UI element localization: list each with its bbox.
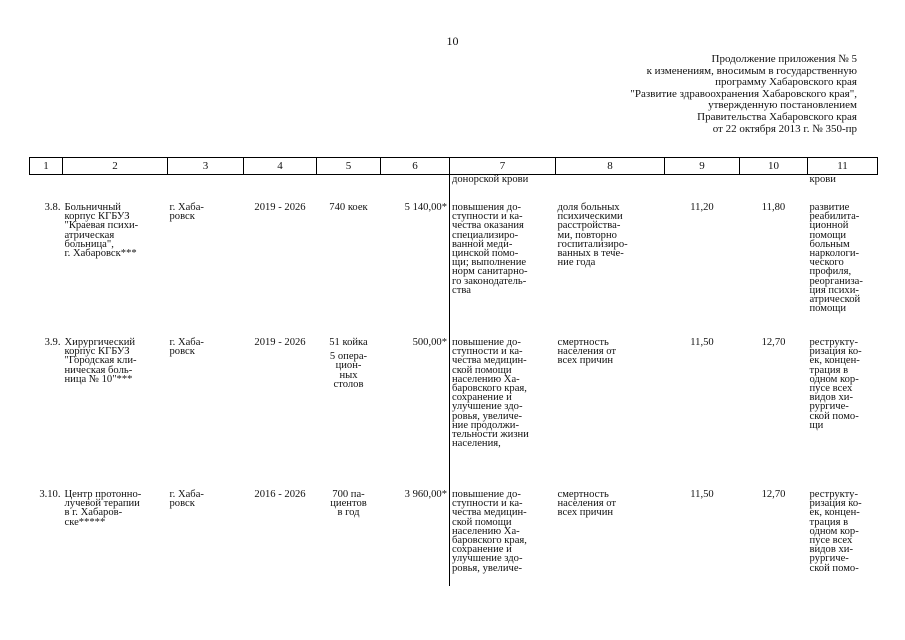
result-line: пусе всех	[809, 383, 853, 395]
location-line: ровск	[169, 211, 195, 223]
result-line: помощи	[809, 229, 847, 241]
column-number-row	[30, 158, 878, 175]
appendix-header	[497, 54, 857, 135]
result-line: атрической	[809, 294, 861, 306]
column-number-3: 3	[168, 158, 244, 175]
capacity-extra	[319, 352, 379, 389]
result-line: больным	[809, 238, 850, 250]
period: 2019 - 2026	[254, 202, 306, 213]
location-line: ровск	[169, 498, 195, 510]
result-line: реорганиза-	[809, 275, 863, 287]
capacity-line: 700 па-	[332, 489, 365, 500]
column-number-2: 2	[63, 158, 168, 175]
location	[168, 338, 244, 490]
goal	[450, 338, 556, 490]
expected-result	[808, 203, 878, 338]
column-number-9: 9	[665, 158, 740, 175]
object-name-line: атрическая	[64, 229, 115, 241]
period: 2019 - 2026	[254, 337, 306, 348]
object-name	[63, 338, 168, 490]
capacity-extra-line: цион-	[335, 360, 362, 372]
indicator-value-start: 11,50	[690, 489, 714, 500]
indicator-value-end: 12,70	[761, 337, 786, 348]
expected-result	[808, 490, 878, 586]
header-line: от 22 октября 2013 г. № 350-пр	[712, 122, 857, 135]
goal-line: щи; выполнение	[452, 257, 527, 269]
goal-line: ступности и ка-	[452, 346, 523, 358]
result-line: одном кор-	[809, 525, 859, 537]
result-line: видов хи-	[809, 544, 854, 556]
capacity-extra-line: ных	[339, 369, 358, 381]
object-name	[63, 490, 168, 586]
indicator-line: населения от	[557, 346, 617, 358]
capacity	[317, 490, 381, 586]
object-name-line: Больничный	[64, 202, 121, 213]
indicator-line: ми, повторно	[557, 229, 617, 241]
indicator-value-end: 12,70	[761, 489, 786, 500]
goal-line: специализиро-	[452, 229, 519, 241]
result-line: реструкту-	[809, 337, 858, 348]
result-line: ризация ко-	[809, 498, 862, 510]
indicator-value-start: 11,20	[690, 202, 714, 213]
object-name-line: ническая боль-	[64, 364, 133, 376]
capacity-line: 51 койка	[329, 337, 368, 348]
header-line: к изменениям, вносимым в государственную	[646, 64, 857, 77]
result-line: рургиче-	[809, 553, 849, 565]
goal-line: ровья, увеличе-	[452, 410, 523, 422]
result-line: ской помо-	[809, 410, 859, 422]
indicator	[556, 338, 665, 490]
expected-result	[808, 338, 878, 490]
object-name-line: ске*****	[64, 516, 106, 528]
indicator-line: всех причин	[557, 507, 614, 519]
result-line: ция психи-	[809, 284, 859, 296]
capacity-extra-line: 5 опера-	[329, 351, 368, 363]
object-name-line: корпус КГБУЗ	[64, 211, 130, 223]
goal-line: тельности жизни	[452, 429, 529, 441]
column-number-1: 1	[30, 158, 63, 175]
goal-line: ние продолжи-	[452, 419, 519, 431]
goal-line: ской помощи	[452, 364, 512, 376]
goal	[450, 490, 556, 586]
goal-line: баровского края,	[452, 535, 527, 547]
indicator-line: ние года	[557, 257, 596, 269]
column-number-8: 8	[556, 158, 665, 175]
result-line: одном кор-	[809, 373, 859, 385]
cost: 3 960,00*	[404, 489, 447, 500]
goal-line: улучшение здо-	[452, 401, 523, 413]
result-line: трация в	[809, 364, 849, 376]
indicator-line: ванных в тече-	[557, 248, 624, 260]
period: 2016 - 2026	[254, 489, 306, 500]
goal-line: ской помощи	[452, 516, 512, 528]
goal-line: цинской помо-	[452, 248, 519, 260]
goal-line: сохранение и	[452, 544, 512, 556]
result-line: наркологи-	[809, 248, 860, 260]
column-number-7: 7	[450, 158, 556, 175]
capacity-line: циентов	[330, 498, 367, 510]
result-line: профиля,	[809, 266, 852, 278]
object-name-line: в г. Хабаров-	[64, 507, 123, 519]
column-number-11: 11	[808, 158, 878, 175]
result-line: ек, концен-	[809, 355, 860, 367]
capacity-extra-line: столов	[333, 378, 364, 390]
result-line: пусе всех	[809, 535, 853, 547]
continuation-row	[30, 175, 878, 204]
result-line: реабилита-	[809, 211, 860, 223]
header-line: "Развитие здравоохранения Хабаровского края",	[630, 87, 857, 100]
result-line: помощи	[809, 303, 847, 315]
object-name-line: г. Хабаровск***	[64, 248, 137, 260]
object-name-line: "Краевая психи-	[64, 220, 139, 232]
location	[168, 203, 244, 338]
goal-line: баровского края,	[452, 383, 527, 395]
location-line: г. Хаба-	[169, 202, 204, 213]
object-name-line: лучевой терапии	[64, 498, 140, 510]
indicator-value-start: 11,50	[690, 337, 714, 348]
header-line: утвержденную постановлением	[708, 99, 857, 112]
goal-line: повышение до-	[452, 489, 521, 500]
header-line: программу Хабаровского края	[715, 76, 857, 89]
table-row	[30, 203, 878, 338]
result-line: рургиче-	[809, 401, 849, 413]
table-row	[30, 338, 878, 490]
goal-line: чества медицин-	[452, 507, 527, 519]
program-table	[29, 157, 878, 586]
continuation-col7: донорской крови	[450, 175, 556, 204]
goal-line: населения,	[452, 438, 501, 450]
location-line: ровск	[169, 346, 195, 358]
object-name-line: "Городская кли-	[64, 355, 137, 367]
indicator-line: расстройства-	[557, 220, 621, 232]
result-line: видов хи-	[809, 392, 854, 404]
row-number: 3.8.	[44, 202, 61, 213]
indicator	[556, 203, 665, 338]
object-name-line: Центр протонно-	[64, 489, 142, 500]
object-name-line: больница",	[64, 238, 114, 250]
goal-line: го законодатель-	[452, 275, 527, 287]
cost: 5 140,00*	[404, 202, 447, 213]
indicator-value-end: 11,80	[761, 202, 786, 213]
result-line: щи	[809, 419, 824, 431]
indicator-line: населения от	[557, 498, 617, 510]
goal-line: повышение до-	[452, 337, 521, 348]
goal-line: ступности и ка-	[452, 498, 523, 510]
goal-line: ства	[452, 284, 471, 296]
indicator-line: всех причин	[557, 355, 614, 367]
continuation-col11: крови	[809, 174, 836, 185]
page-number: 10	[446, 34, 459, 48]
header-line: Правительства Хабаровского края	[697, 110, 857, 123]
indicator-line: смертность	[557, 489, 609, 500]
capacity	[317, 203, 381, 338]
indicator	[556, 490, 665, 586]
capacity	[317, 338, 381, 490]
object-name	[63, 203, 168, 338]
capacity-line: в год	[337, 507, 360, 519]
result-line: ционной	[809, 220, 849, 232]
result-line: развитие	[809, 202, 850, 213]
location-line: г. Хаба-	[169, 337, 204, 348]
object-name-line: ница № 10"***	[64, 373, 133, 385]
goal-line: сохранение и	[452, 392, 512, 404]
location	[168, 490, 244, 586]
header-line: Продолжение приложения № 5	[711, 53, 857, 65]
column-number-10: 10	[740, 158, 808, 175]
indicator-line: доля больных	[557, 202, 620, 213]
goal-line: ступности и ка-	[452, 211, 523, 223]
table-body	[30, 175, 878, 587]
indicator-line: смертность	[557, 337, 609, 348]
row-number: 3.9.	[44, 337, 61, 348]
object-name-line: Хирургический	[64, 337, 136, 348]
result-line: трация в	[809, 516, 849, 528]
location-line: г. Хаба-	[169, 489, 204, 500]
result-line: ческого	[809, 257, 844, 269]
goal-line: чества оказания	[452, 220, 524, 232]
goal-line: норм санитарно-	[452, 266, 528, 278]
goal-line: ванной меди-	[452, 238, 513, 250]
row-number: 3.10.	[39, 489, 61, 500]
goal-line: населению Ха-	[452, 525, 520, 537]
column-number-4: 4	[244, 158, 317, 175]
goal-line: населению Ха-	[452, 373, 520, 385]
capacity-line: 740 коек	[329, 202, 368, 213]
goal-line: улучшение здо-	[452, 553, 523, 565]
result-line: ской помо-	[809, 562, 859, 574]
column-number-5: 5	[317, 158, 381, 175]
cost: 500,00*	[412, 337, 447, 348]
result-line: ризация ко-	[809, 346, 862, 358]
goal-line: чества медицин-	[452, 355, 527, 367]
goal-line: ровья, увеличе-	[452, 562, 523, 574]
indicator-line: психическими	[557, 211, 623, 223]
indicator-line: госпитализиро-	[557, 238, 628, 250]
column-number-6: 6	[381, 158, 450, 175]
object-name-line: корпус КГБУЗ	[64, 346, 130, 358]
result-line: реструкту-	[809, 489, 858, 500]
table-row	[30, 490, 878, 586]
result-line: ек, концен-	[809, 507, 860, 519]
goal-line: повышения до-	[452, 202, 522, 213]
goal	[450, 203, 556, 338]
